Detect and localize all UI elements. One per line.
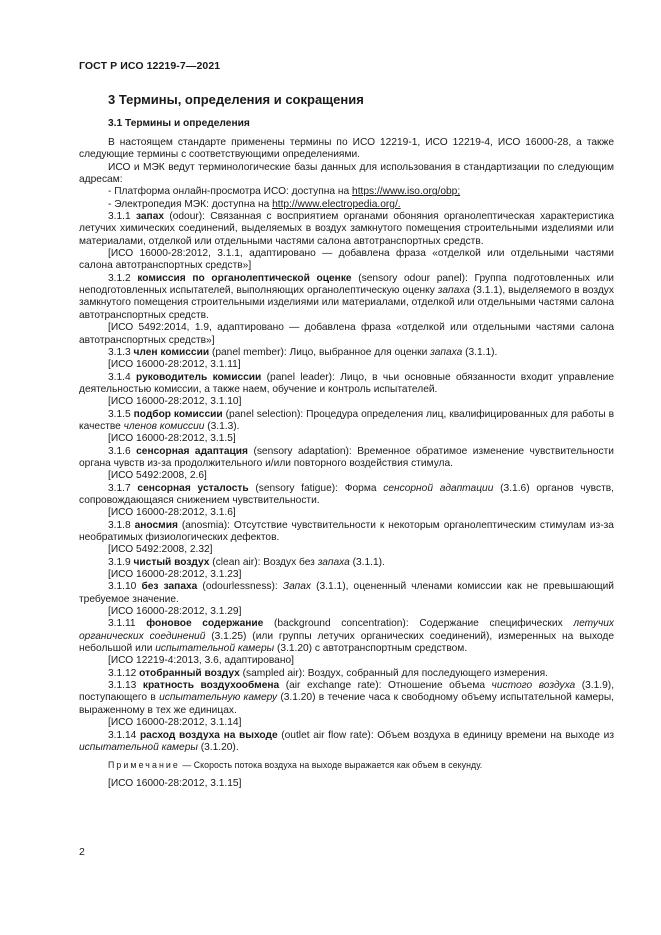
term-source: [ИСО 16000-28:2012, 3.1.14]	[108, 717, 242, 729]
term-source: [ИСО 16000-28:2012, 3.1.23]	[108, 569, 242, 581]
term-entry: 3.1.6 сенсорная адаптация (sensory adaptation): Временное обратимое изменение чувствительности органа чувств из-за продолжительного и/или повторного воздействия стимула.	[79, 445, 614, 469]
term-entry: 3.1.10 без запаха (odourlessness): Запах (3.1.1), оцененный членами комиссии как не превышающий требуемое значение.	[79, 581, 615, 605]
intro-paragraph: ИСО и МЭК ведут терминологические базы данных для использования в стандартизации по следующим адресам:	[79, 161, 614, 186]
iec-link[interactable]: http://www.electropedia.org/.	[272, 198, 401, 210]
subsection-title: 3.1 Термины и определения	[108, 118, 250, 129]
term-name: запах	[135, 211, 165, 223]
term-name: отобранный воздух	[139, 667, 240, 679]
term-entry: 3.1.12 отобранный воздух (sampled air): Воздух, собранный для последующего измерения.	[108, 667, 548, 679]
term-entry: 3.1.4 руководитель комиссии (panel leader): Лицо, в чьи основные обязанности входит управление деятельностью комиссии, а также наем, обучение и контроль испытателей.	[79, 371, 614, 395]
term-source: [ИСО 12219-4:2013, 3.6, адаптировано]	[108, 655, 294, 667]
note-label: Примечание	[108, 760, 180, 771]
term-name: аносмия	[134, 519, 178, 531]
iec-database-line: - Электропедия МЭК: доступна на http://www.electropedia.org/.	[108, 198, 401, 210]
term-entry: 3.1.1 запах (odour): Связанная с восприятием органами обоняния органолептическая характеристика летучих химических соединений, выделяемых в воздух замкнутого помещения строительными изделиями или материалами, отделкой или отдельными частями салона автотранспортных средств.	[79, 211, 615, 247]
term-entry: 3.1.5 подбор комиссии (panel selection): Процедура определения лиц, квалифицированных для работы в качестве членов комиссии (3.1.3).	[79, 408, 614, 432]
term-name: комиссия по органолептической оценке	[137, 272, 352, 284]
term-source: [ИСО 16000-28:2012, 3.1.5]	[108, 433, 236, 445]
document-header: ГОСТ Р ИСО 12219-7—2021	[79, 60, 221, 72]
term-entry: 3.1.13 кратность воздухообмена (air exchange rate): Отношение объема чистого воздуха (3.1.9), поступающего в испытательную камеру (3.1.20) в течение часа к свободному объему испытательной камеры, выраженному в тех же единицах.	[79, 680, 615, 716]
term-name: сенсорная усталость	[137, 482, 249, 494]
term-source: [ИСО 16000-28:2012, 3.1.1, адаптировано — добавлена фраза «отделкой или отдельными частями салона автотранспортных средств»]	[79, 248, 614, 272]
term-entry: 3.1.11 фоновое содержание (background concentration): Содержание специфических летучих органических соединений (3.1.25) (или группы летучих органических соединений), измеренных на выходе небольшой или испытательной камеры (3.1.20) с автотранспортным средством.	[79, 618, 615, 655]
term-source: [ИСО 16000-28:2012, 3.1.11]	[108, 359, 241, 371]
term-name: сенсорная адаптация	[136, 445, 248, 457]
term-name: без запаха	[141, 581, 198, 593]
term-entry: 3.1.2 комиссия по органолептической оценке (sensory odour panel): Группа подготовленных или неподготовленных испытателей, выполняющих органолептическую оценку запаха (3.1.1), выделяемого в воздух замкнутого помещения строительными изделиями или материалами, отделкой или отдельными частями салона автотранспортных средств.	[79, 272, 614, 321]
term-name: руководитель комиссии	[136, 371, 262, 383]
iso-database-line: - Платформа онлайн-просмотра ИСО: доступна на https://www.iso.org/obp;	[108, 186, 461, 198]
term-source: [ИСО 5492:2008, 2.32]	[108, 544, 213, 556]
term-entry: 3.1.3 член комиссии (panel member): Лицо, выбранное для оценки запаха (3.1.1).	[108, 346, 498, 358]
term-source: [ИСО 16000-28:2012, 3.1.10]	[108, 396, 242, 408]
term-source: [ИСО 16000-28:2012, 3.1.6]	[108, 507, 236, 519]
term-name: кратность воздухообмена	[142, 680, 280, 692]
term-source: [ИСО 16000-28:2012, 3.1.15]	[108, 777, 242, 789]
term-name: член комиссии	[133, 346, 210, 358]
section-title: 3 Термины, определения и сокращения	[108, 92, 364, 107]
term-entry: 3.1.14 расход воздуха на выходе (outlet air flow rate): Объем воздуха в единицу времени на выходе из испытательной камеры (3.1.20).	[79, 729, 614, 753]
term-entry: 3.1.9 чистый воздух (clean air): Воздух без запаха (3.1.1).	[108, 556, 385, 568]
term-name: фоновое содержание	[146, 618, 264, 630]
iso-link[interactable]: https://www.iso.org/obp;	[352, 186, 461, 198]
intro-paragraph: В настоящем стандарте применены термины по ИСО 12219-1, ИСО 12219-4, ИСО 16000-28, а также следующие термины с соответствующими определениями.	[79, 137, 614, 161]
term-source: [ИСО 16000-28:2012, 3.1.29]	[108, 606, 242, 618]
term-name: чистый воздух	[133, 556, 210, 568]
document-body	[79, 137, 614, 790]
term-note: Примечание — Скорость потока воздуха на выходе выражается как объем в секунду.	[108, 760, 483, 771]
page-number: 2	[79, 846, 85, 858]
term-name: расход воздуха на выходе	[139, 729, 278, 741]
term-name: подбор комиссии	[133, 408, 223, 420]
term-entry: 3.1.7 сенсорная усталость (sensory fatigue): Форма сенсорной адаптации (3.1.6) органов чувств, сопровождающаяся снижением чувствительности.	[79, 482, 614, 506]
term-source: [ИСО 5492:2008, 2.6]	[108, 470, 207, 482]
term-source: [ИСО 5492:2014, 1.9, адаптировано — добавлена фраза «отделкой или отдельными частями салона автотранспортных средств»]	[79, 322, 614, 346]
term-entry: 3.1.8 аносмия (anosmia): Отсутствие чувствительности к некоторым органолептическим стимулам из-за необратимых физиологических дефектов.	[79, 519, 614, 543]
